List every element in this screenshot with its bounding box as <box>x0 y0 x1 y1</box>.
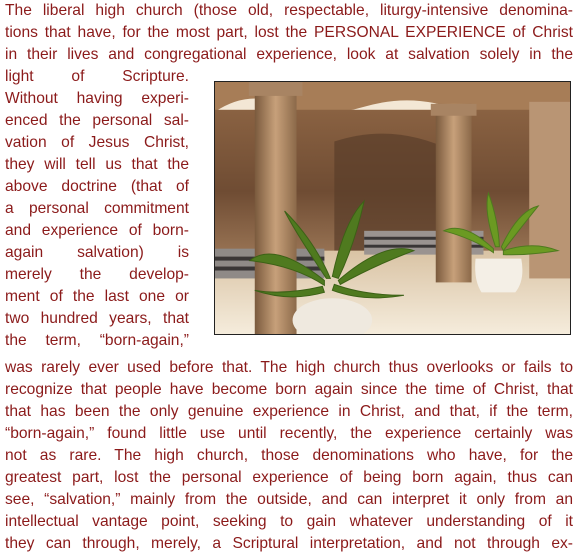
text-line-6: enced the personal sal- <box>5 112 189 129</box>
text-line-2: tions that have, for the most part, lost the PERSONAL EXPERIENCE of Christ <box>5 24 573 41</box>
text-line-5: Without having experi- <box>5 90 189 107</box>
text-line-11: and experience of born- <box>5 222 189 239</box>
text-line-18: recognize that people have become born again since the time of Christ, that <box>5 381 573 398</box>
text-line-14: ment of the last one or <box>5 288 189 305</box>
courtyard-photo <box>214 81 571 335</box>
text-line-12: again salvation) is <box>5 244 189 261</box>
text-line-10: a personal commitment <box>5 200 189 217</box>
text-line-16: the term, “born-again,” <box>5 332 189 349</box>
courtyard-photo-illustration <box>215 82 570 334</box>
text-line-13: merely the develop- <box>5 266 189 283</box>
text-line-9: above doctrine (that of <box>5 178 189 195</box>
text-line-21: not as rare. The high church, those denominations who have, for the <box>5 447 573 464</box>
text-line-7: vation of Jesus Christ, <box>5 134 189 151</box>
text-line-25: they can through, merely, a Scriptural interpretation, and not through ex- <box>5 535 573 552</box>
text-line-8: they will tell us that the <box>5 156 189 173</box>
text-line-3: in their lives and congregational experience, look at salvation solely in the <box>5 46 573 63</box>
text-line-15: two hundred years, that <box>5 310 189 327</box>
text-line-23: see, “salvation,” mainly from the outside, and can interpret it only from an <box>5 491 573 508</box>
text-line-20: “born-again,” found little use until recently, the experience certainly was <box>5 425 573 442</box>
text-line-24: intellectual vantage point, seeking to gain whatever understanding of it <box>5 513 573 530</box>
text-line-17: was rarely ever used before that. The high church thus overlooks or fails to <box>5 359 573 376</box>
text-line-1: The liberal high church (those old, respectable, liturgy-intensive denomina- <box>5 2 573 19</box>
text-line-22: greatest part, lost the personal experience of being born again, thus can <box>5 469 573 486</box>
text-line-4: light of Scripture. <box>5 68 189 85</box>
text-line-19: that has been the only genuine experience in Christ, and that, if the term, <box>5 403 573 420</box>
